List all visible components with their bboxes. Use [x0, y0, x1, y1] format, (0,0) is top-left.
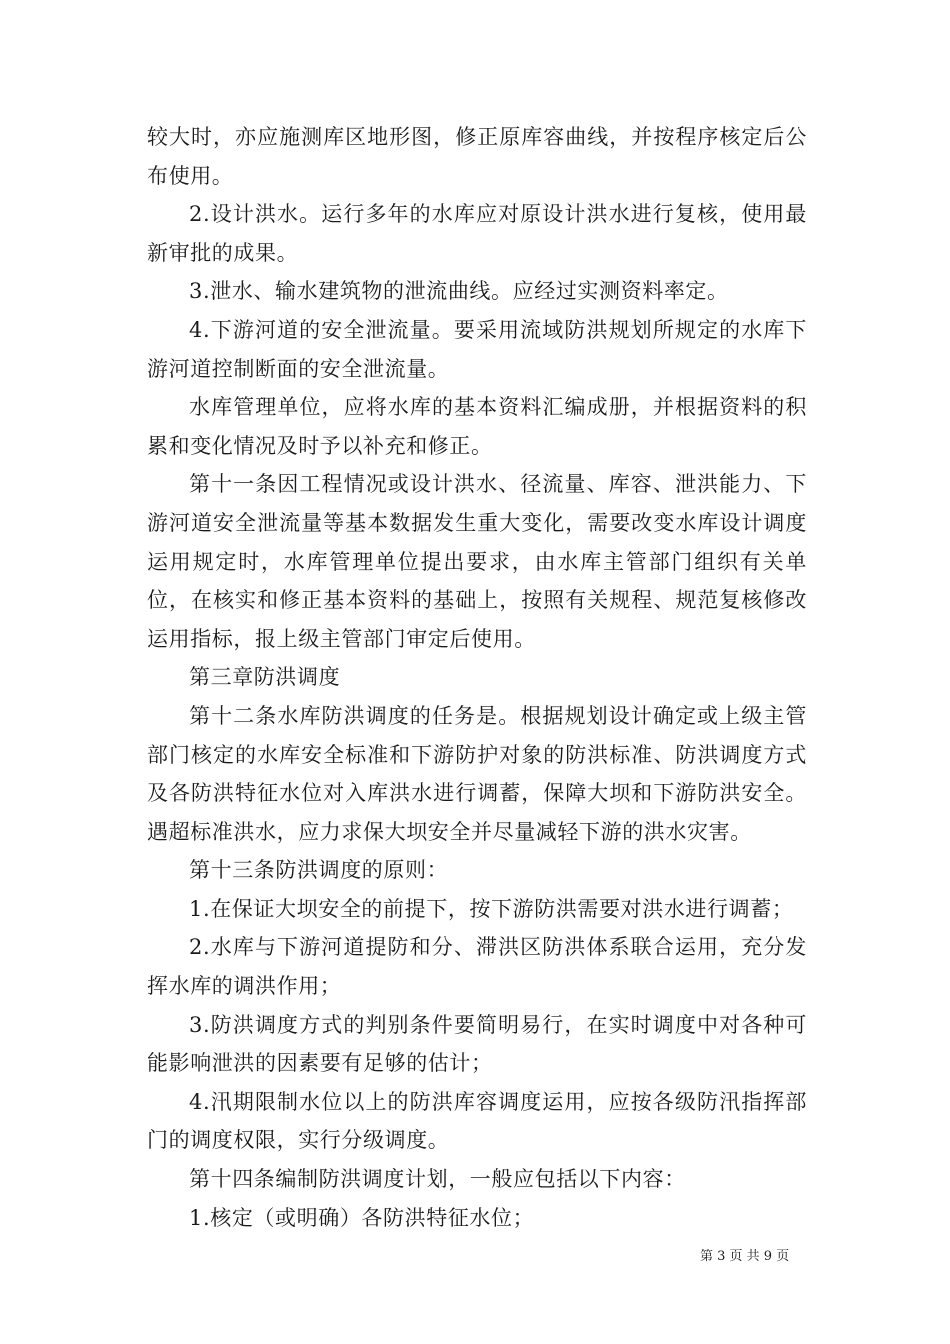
chapter-heading: 第三章防洪调度: [189, 665, 341, 690]
list-item-principle-1: 1.在保证大坝安全的前提下，按下游防洪需要对洪水进行调蓄；: [189, 896, 794, 921]
list-item-plan-1: 1.核定（或明确）各防洪特征水位；: [189, 1205, 535, 1230]
list-item-principle-2: 2.水库与下游河道提防和分、滞洪区防洪体系联合运用，充分发挥水库的调洪作用；: [147, 935, 807, 999]
paragraph-data-compilation: 水库管理单位，应将水库的基本资料汇编成册，并根据资料的积累和变化情况及时予以补充和修正。: [147, 395, 807, 458]
paragraph-article-13: 第十三条防洪调度的原则：: [189, 858, 449, 883]
paragraph-continuation: 较大时，亦应施测库区地形图，修正原库容曲线，并按程序核定后公布使用。: [147, 125, 807, 188]
page-number-footer: 第 3 页 共 9 页: [700, 1249, 790, 1264]
paragraph-design-flood: 2.设计洪水。运行多年的水库应对原设计洪水进行复核，使用最新审批的成果。: [147, 202, 807, 265]
document-body: [147, 118, 807, 1237]
paragraph-article-14: 第十四条编制防洪调度计划，一般应包括以下内容：: [189, 1167, 686, 1192]
paragraph-article-11: 第十一条因工程情况或设计洪水、径流量、库容、泄洪能力、下游河道安全泄流量等基本数据发生重大变化，需要改变水库设计调度运用规定时，水库管理单位提出要求，由水库主管部门组织有关单位，在核实和修正基本资料的基础上，按照有关规程、规范复核修改运用指标，报上级主管部门审定后使用。: [147, 472, 807, 651]
paragraph-discharge-curve: 3.泄水、输水建筑物的泄流曲线。应经过实测资料率定。: [189, 279, 729, 304]
paragraph-article-12: 第十二条水库防洪调度的任务是。根据规划设计确定或上级主管部门核定的水库安全标准和下游防护对象的防洪标准、防洪调度方式及各防洪特征水位对入库洪水进行调蓄，保障大坝和下游防洪安全。遇超标准洪水，应力求保大坝安全并尽量减轻下游的洪水灾害。: [147, 703, 807, 844]
paragraph-safe-discharge: 4.下游河道的安全泄流量。要采用流域防洪规划所规定的水库下游河道控制断面的安全泄流量。: [147, 317, 807, 381]
list-item-principle-4: 4.汛期限制水位以上的防洪库容调度运用，应按各级防汛指挥部门的调度权限，实行分级调度。: [147, 1089, 807, 1153]
list-item-principle-3: 3.防洪调度方式的判别条件要简明易行，在实时调度中对各种可能影响泄洪的因素要有足够的估计；: [147, 1012, 807, 1076]
